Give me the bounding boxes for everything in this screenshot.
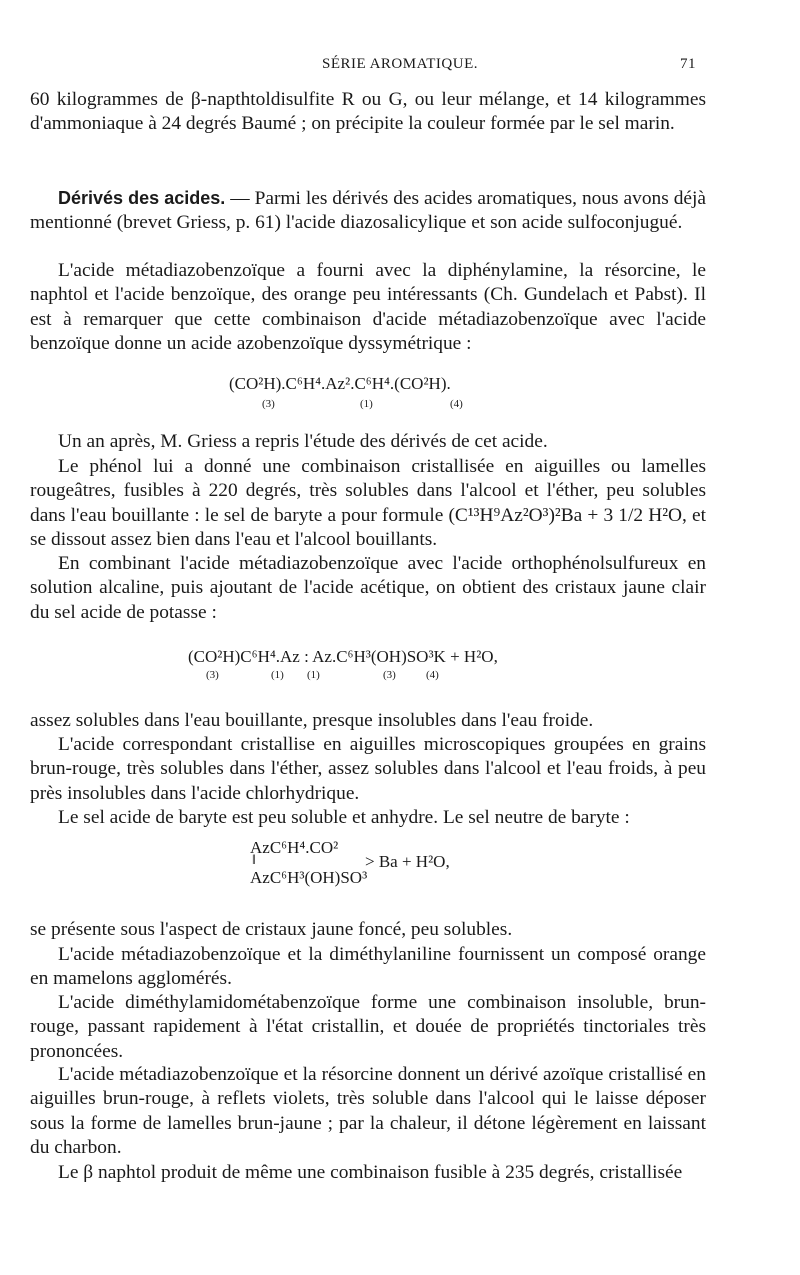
section-heading: Dérivés des acides. (58, 188, 226, 208)
formula-3-right: > Ba + H²O, (365, 852, 450, 871)
paragraph-7: assez solubles dans l'eau bouillante, presque insolubles dans l'eau froide. (30, 710, 594, 731)
formula-2-index: (1) (271, 669, 284, 681)
paragraph-2-text: — Parmi les dérivés des acides aromatiques, nous avons déjà mentionné (brevet Griess, p. 61) l'acide diazosalicylique et son acide sulfoconjugué. (30, 188, 707, 234)
formula-3-bond: ‖ (252, 853, 256, 868)
inline-formula: (C¹³H⁹Az²O³)²Ba (448, 504, 583, 526)
paragraph-14: Le β naphtol produit de même une combinaison fusible à 235 degrés, cristallisée (58, 1162, 683, 1183)
paragraph-10: se présente sous l'aspect de cristaux jaune foncé, peu solubles. (30, 919, 513, 940)
paragraph-11: L'acide métadiazobenzoïque et la diméthylaniline fournissent un composé orange en mamelons agglomérés. (30, 944, 706, 990)
paragraph-4: Un an après, M. Griess a repris l'étude des dérivés de cet acide. (58, 431, 548, 452)
running-title: SÉRIE AROMATIQUE. (321, 56, 478, 72)
formula-2-index: (4) (426, 669, 439, 681)
paragraph-1: 60 kilogrammes de β-napthtoldisulfite R ou G, ou leur mélange, et 14 kilogrammes d'ammoniaque à 24 degrés Baumé ; on précipite la couleur formée par le sel marin. (30, 89, 706, 135)
formula-3-top: AzC⁶H⁴.CO² (250, 838, 339, 857)
paragraph-12: L'acide diméthylamidométabenzoïque forme une combinaison insoluble, brun-rouge, passant rapidement à l'état cristallin, et douée de propriétés tinctoriales très prononcées. (30, 992, 706, 1062)
formula-1-index: (4) (450, 398, 463, 410)
formula-1-text: (CO²H).C⁶H⁴.Az².C⁶H⁴.(CO²H). (229, 374, 451, 393)
formula-3-bottom: AzC⁶H³(OH)SO³ (250, 868, 368, 887)
formula-2-index: (3) (383, 669, 396, 681)
paragraph-13: L'acide métadiazobenzoïque et la résorcine donnent un dérivé azoïque cristallisé en aiguilles brun-rouge, à reflets violets, très soluble dans l'alcool qui le laisse déposer sous la forme de lamelles brun-jaune ; par la chaleur, il détone légèrement en laissant du charbon. (30, 1064, 706, 1158)
page-number: 71 (680, 56, 696, 72)
formula-2-index: (3) (206, 669, 219, 681)
formula-1-index: (1) (360, 398, 373, 410)
paragraph-3: L'acide métadiazobenzoïque a fourni avec la diphénylamine, la résorcine, le naphtol et l'acide benzoïque, des orange peu intéressants (Ch. Gundelach et Pabst). Il est à remarquer que cette combinaison d'acide métadiazobenzoïque avec l'acide benzoïque donne un acide azobenzoïque dyssymétrique : (30, 260, 706, 354)
paragraph-5-text: Le phénol lui a donné une combinaison cristallisée en aiguilles ou lamelles rougeâtres, fusibles à 220 degrés, très solubles dans l'alcool et l'éther, peu solubles dans l'eau bouillante : le sel de baryte a pour formule (30, 456, 706, 526)
paragraph-5 (30, 455, 706, 552)
formula-2-text: (CO²H)C⁶H⁴.Az : Az.C⁶H³(OH)SO³K + H²O, (188, 647, 498, 666)
paragraph-5-end: + 3 1/2 H²O, et se dissout assez bien dans l'eau et l'alcool bouillants. (30, 504, 706, 550)
paragraph-6: En combinant l'acide métadiazobenzoïque avec l'acide orthophénolsulfureux en solution alcaline, puis ajoutant de l'acide acétique, on obtient des cristaux jaune clair du sel acide de potasse : (30, 553, 706, 623)
formula-1-index: (3) (262, 398, 275, 410)
formula-2-index: (1) (307, 669, 320, 681)
page-header (0, 56, 800, 80)
paragraph-derives (30, 186, 706, 236)
paragraph-9: Le sel acide de baryte est peu soluble et anhydre. Le sel neutre de baryte : (58, 807, 630, 828)
paragraph-8: L'acide correspondant cristallise en aiguilles microscopiques groupées en grains brun-rouge, très solubles dans l'éther, assez solubles dans l'alcool et l'eau froids, à peu près insolubles dans l'acide chlorhydrique. (30, 734, 706, 804)
